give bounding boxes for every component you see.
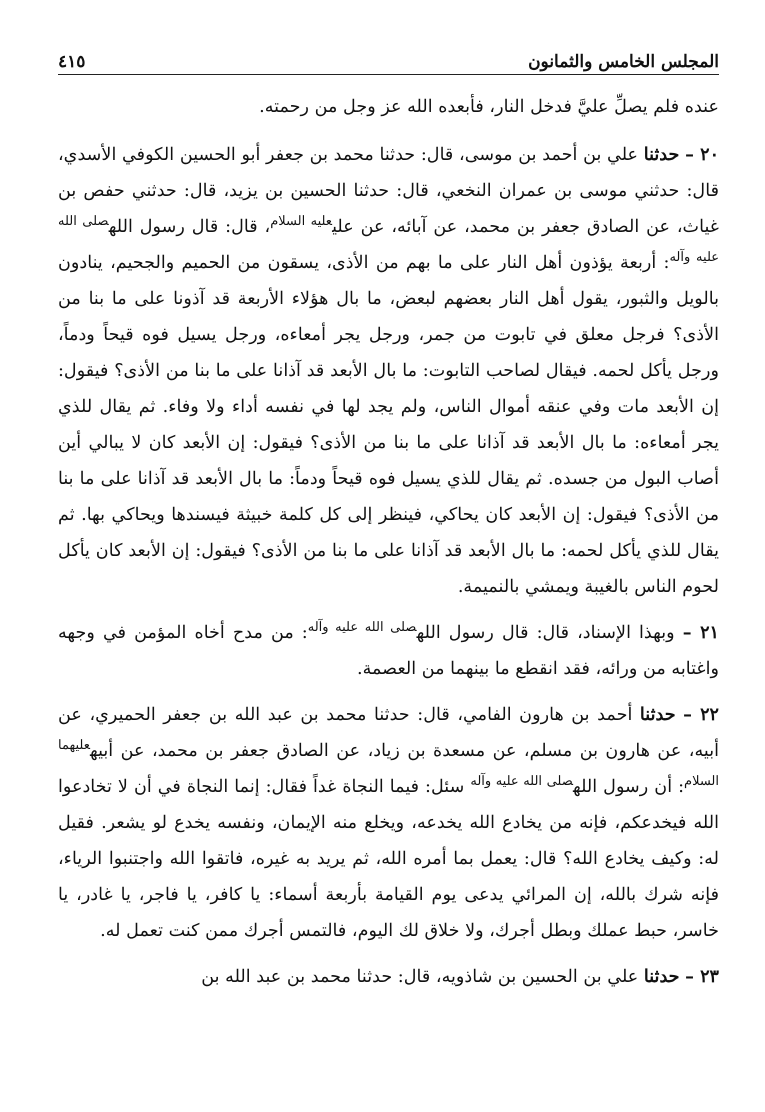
hadith-keyword: حدثنا <box>643 144 680 165</box>
hadith-keyword: حدثنا <box>643 966 680 987</box>
hadith-text: علي بن الحسين بن شاذويه، قال: حدثنا محمد بن عبد الله بن <box>201 967 639 987</box>
book-page <box>58 38 719 1092</box>
paragraph-text: عنده فلم يصلِّ عليَّ فدخل النار، فأبعده الله عز وجل من رحمته. <box>259 97 719 117</box>
hadith-23 <box>58 959 719 995</box>
chapter-title: المجلس الخامس والثمانون <box>528 52 719 72</box>
hadith-text: علي بن أحمد بن موسى، قال: حدثنا محمد بن جعفر أبو الحسين الكوفي الأسدي، قال: حدثني موسى بن عمران النخعي، قال: حدثنا الحسين بن يزيد، قال: حدثني حفص بن غياث، عن الصادق جعفر بن محمد، عن آبائه، عن علي <box>58 145 719 237</box>
hadith-text: ، قال: قال رسول الله <box>108 217 271 237</box>
hadith-text: وبهذا الإسناد، قال: قال رسول الله <box>416 623 675 643</box>
salutation-glyph: عليه السلام <box>270 214 333 230</box>
paragraph-continuation <box>58 89 719 125</box>
salutation-glyph: عليهما السلام <box>58 738 719 790</box>
hadith-text: : من مدح أخاه المؤمن في وجهه واغتابه من ورائه، فقد انقطع ما بينهما من العصمة. <box>58 623 719 679</box>
hadith-number: ٢٠ – <box>685 144 720 165</box>
hadith-text: : أربعة يؤذون أهل النار على ما بهم من الأذى، يسقون من الحميم والجحيم، ينادون بالويل والثبور، يقول أهل النار بعضهم لبعض، ما بال هؤلاء الأربعة قد آذونا على ما بنا من الأذى؟ فرجل معلق في تابوت من جمر، ورجل يجر أمعاءه، ورجل يسيل فوه قيحاً ودماً، ورجل يأكل لحمه. فيقال لصاحب التابوت: ما بال الأبعد قد آذانا على ما بنا من الأذى؟ فيقول: إن الأبعد مات وفي عنقه أموال الناس، ولم يجد لها في نفسه أداء ولا وفاء. ثم يقال للذي يجر أمعاءه: ما بال الأبعد قد آذانا على ما بنا من الأذى؟ فيقول: إن الأبعد كان لا يبالي أين أصاب البول من جسده. ثم يقال للذي يسيل فوه قيحاً ودماً: ما بال الأبعد قد آذانا على ما بنا من الأذى؟ فيقول: إن الأبعد كان يحاكي، فينظر إلى كل كلمة خبيثة فيسندها ويحاكي بها. ثم يقال للذي يأكل لحمه: ما بال الأبعد قد آذانا على ما بنا من الأذى؟ فيقول: إن الأبعد كان يأكل لحوم الناس بالغيبة ويمشي بالنميمة. <box>58 253 719 597</box>
page-header <box>58 38 719 75</box>
hadith-text: أحمد بن هارون الفامي، قال: حدثنا محمد بن عبد الله بن جعفر الحميري، عن أبيه، عن هارون بن مسلم، عن مسعدة بن زياد، عن الصادق جعفر بن محمد، عن أبيه <box>58 705 719 761</box>
page-body <box>58 89 719 995</box>
hadith-number: ٢٢ – <box>683 704 719 725</box>
hadith-number: ٢٣ – <box>685 966 719 987</box>
salutation-glyph: صلى الله عليه وآله <box>58 214 720 266</box>
hadith-20 <box>58 137 719 605</box>
salutation-glyph: صلى الله عليه وآله <box>470 774 573 790</box>
hadith-text: : أن رسول الله <box>573 777 685 797</box>
hadith-22 <box>58 697 719 949</box>
hadith-keyword: حدثنا <box>639 704 676 725</box>
hadith-text: سئل: فيما النجاة غداً فقال: إنما النجاة في أن لا تخادعوا الله فيخدعكم، فإنه من يخادع الله يخدعه، ويخلع منه الإيمان، ونفسه يخدع لو يشعر. فقيل له: وكيف يخادع الله؟ قال: يعمل بما أمره الله، ثم يريد به غيره، فاتقوا الله واجتنبوا الرياء، فإنه شرك بالله، إن المرائي يدعى يوم القيامة بأربعة أسماء: يا كافر، يا فاجر، يا غادر، يا خاسر، حبط عملك وبطل أجرك، ولا خلاق لك اليوم، فالتمس أجرك ممن كنت تعمل له. <box>58 777 719 941</box>
salutation-glyph: صلى الله عليه وآله <box>307 620 417 636</box>
hadith-21 <box>58 615 719 687</box>
page-number: ٤١٥ <box>58 52 86 72</box>
hadith-number: ٢١ – <box>682 622 719 643</box>
